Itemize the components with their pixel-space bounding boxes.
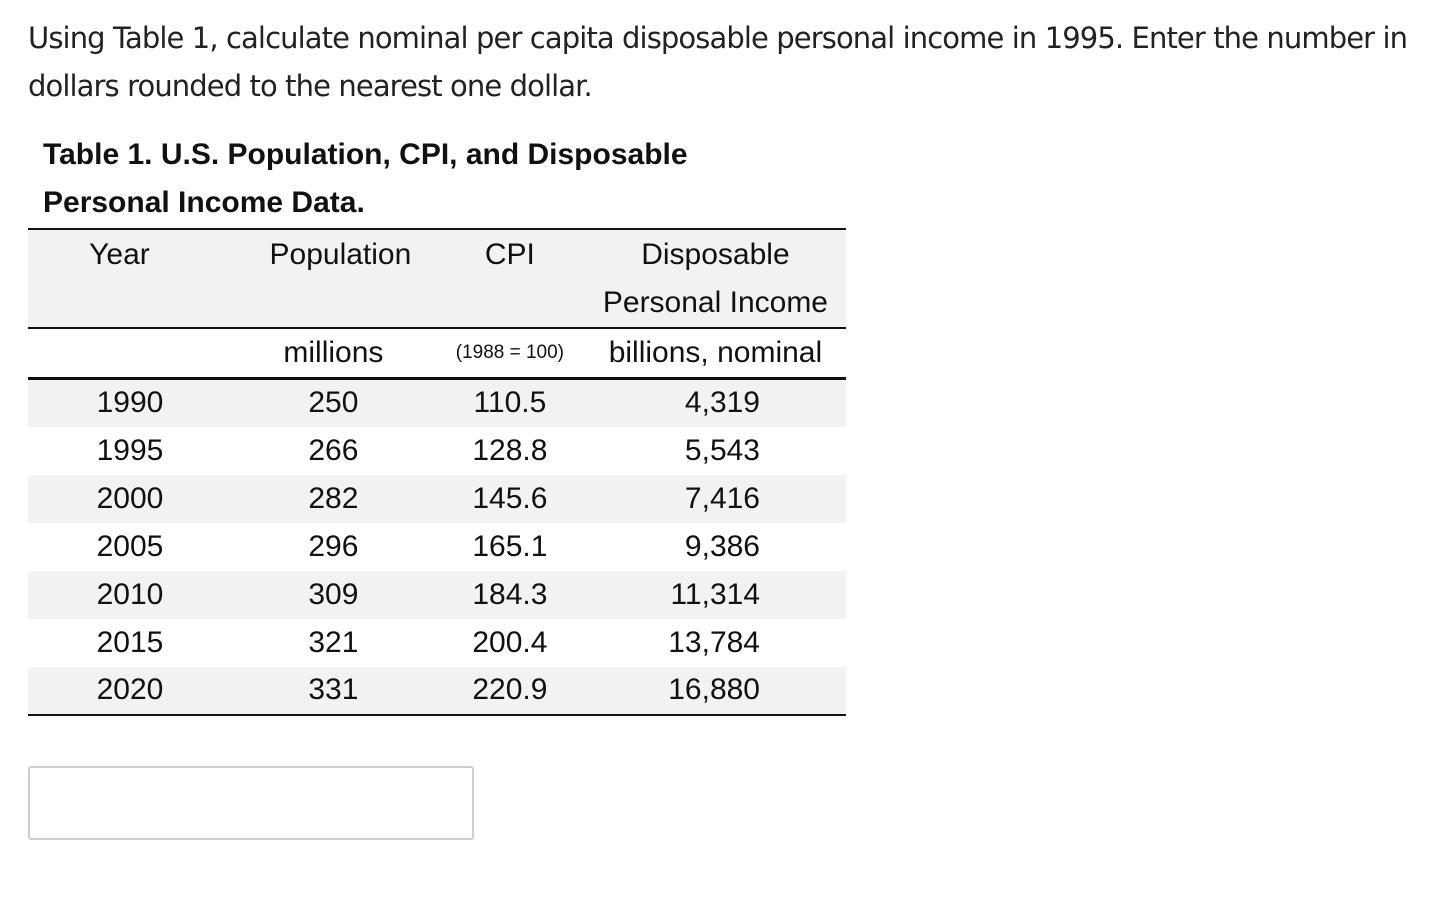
table-row [28,667,846,715]
cell-cpi: 145.6 [435,475,585,523]
answer-input[interactable] [28,766,474,840]
cell-population: 309 [232,571,435,619]
table-title: Table 1. U.S. Population, CPI, and Disposable Personal Income Data. [43,138,688,219]
table-header-row [28,229,846,328]
cell-cpi: 110.5 [435,379,585,427]
cell-year: 2020 [28,667,232,715]
cell-disposable-income: 4,319 [585,379,846,427]
unit-disposable-income: billions, nominal [585,328,846,379]
cell-year: 2015 [96,625,164,659]
question-text: Using Table 1, calculate nominal per capita disposable personal income in 1995. Enter the number in dollars rounded to the nearest one dollar. [28,21,1408,103]
cell-disposable-income: 11,314 [585,571,846,619]
table-row [28,475,846,523]
cell-year: 2005 [96,529,164,563]
cell-cpi: 128.8 [472,433,548,467]
table-row [28,379,846,427]
header-year: Year [28,229,232,328]
cell-cpi: 200.4 [472,625,548,659]
cell-cpi: 165.1 [472,529,548,563]
cell-population: 296 [308,529,359,563]
cell-cpi: 184.3 [435,571,585,619]
cell-year: 2000 [28,475,232,523]
header-disposable-income: Disposable Personal Income [585,229,846,328]
cell-population: 331 [232,667,435,715]
data-table [28,228,846,716]
cell-year: 1995 [96,433,164,467]
header-cpi: CPI [435,229,585,328]
unit-cpi: (1988 = 100) [435,328,585,379]
cell-disposable-income: 13,784 [668,625,760,659]
cell-population: 282 [232,475,435,523]
unit-population: millions [232,328,435,379]
cell-population: 321 [308,625,359,659]
cell-disposable-income: 16,880 [585,667,846,715]
cell-year: 2010 [28,571,232,619]
table-row [28,619,846,667]
cell-disposable-income: 9,386 [684,529,760,563]
cell-cpi: 220.9 [435,667,585,715]
cell-year: 1990 [28,379,232,427]
table-row [28,571,846,619]
unit-year [28,328,232,379]
table-row [28,427,846,475]
cell-disposable-income: 5,543 [684,433,760,467]
header-population: Population [232,229,435,328]
cell-population: 266 [308,433,359,467]
table-units-row [28,328,846,379]
cell-disposable-income: 7,416 [585,475,846,523]
cell-population: 250 [232,379,435,427]
table-row [28,523,846,571]
